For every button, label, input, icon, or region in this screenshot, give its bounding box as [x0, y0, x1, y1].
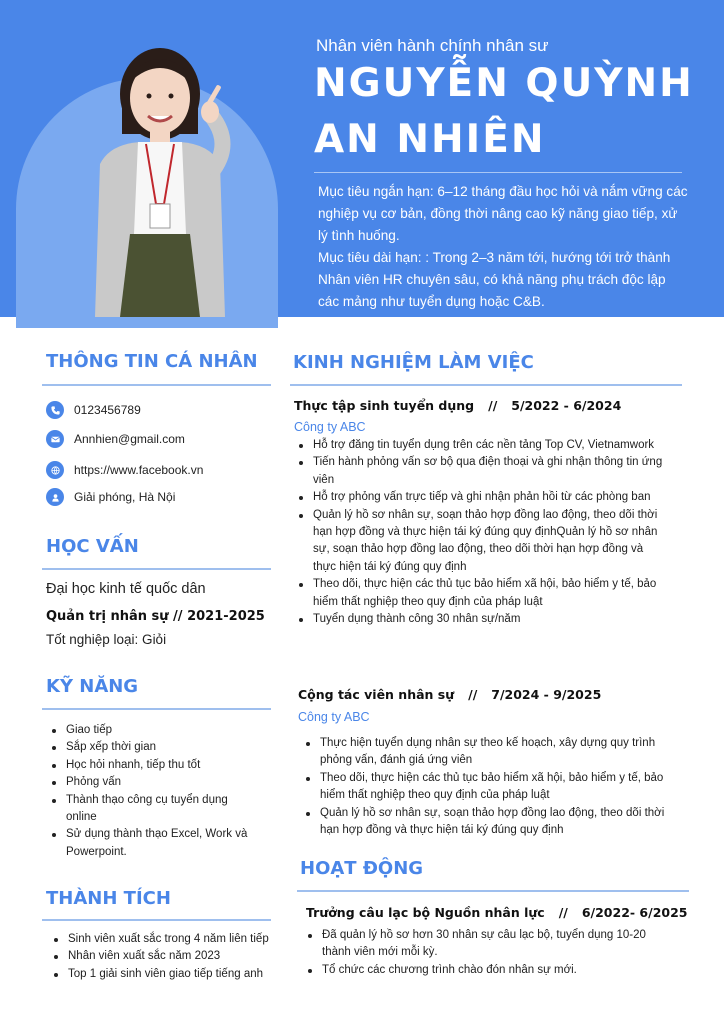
- list-item: Top 1 giải sinh viên giao tiếp tiếng anh: [52, 966, 282, 983]
- list-item: Theo dõi, thực hiện các thủ tục bảo hiểm xã hội, bảo hiểm y tế, bảo hiểm thất nghiệp theo quy định của pháp luật: [304, 770, 684, 805]
- job-1-company: Công ty ABC: [294, 420, 366, 434]
- job-1-position: Thực tập sinh tuyển dụng: [294, 398, 475, 413]
- list-item: Hỗ trợ phỏng vấn trực tiếp và ghi nhận phản hồi từ các phòng ban: [297, 489, 665, 506]
- phone-number[interactable]: 0123456789: [74, 403, 141, 417]
- job-2-period: 7/2024 - 9/2025: [491, 687, 602, 702]
- experience-divider: [290, 384, 682, 386]
- skills-divider: [42, 708, 271, 710]
- header-banner: [0, 0, 724, 317]
- job-2-position: Cộng tác viên nhân sự: [298, 687, 455, 702]
- job-1-heading: [294, 398, 621, 413]
- activity-period: 6/2022- 6/2025: [581, 905, 688, 920]
- list-item: Sắp xếp thời gian: [50, 739, 250, 756]
- list-item: Thành thạo công cụ tuyển dụng online: [50, 792, 250, 827]
- activity-separator: //: [558, 905, 568, 920]
- email-address[interactable]: Annhien@gmail.com: [74, 432, 185, 446]
- list-item: Học hỏi nhanh, tiếp thu tốt: [50, 757, 250, 774]
- list-item: Đã quản lý hồ sơ hơn 30 nhân sự câu lạc bộ, tuyển dụng 10-20 thành viên mới mỗi kỳ.: [306, 927, 656, 962]
- activities-list: [306, 927, 656, 979]
- list-item: Nhân viên xuất sắc năm 2023: [52, 948, 282, 965]
- objective-short: Mục tiêu ngắn hạn: 6–12 tháng đầu học hỏi và nắm vững các nghiệp vụ cơ bản, đồng thời nâng cao kỹ năng giao tiếp, xử lý tình huống.: [318, 184, 688, 243]
- phone-icon: [46, 401, 64, 419]
- achievements-title: THÀNH TÍCH: [46, 888, 171, 909]
- profile-photo: [60, 34, 260, 317]
- contact-phone: [46, 401, 141, 419]
- header-divider: [314, 172, 682, 173]
- list-item: Thực hiện tuyển dụng nhân sự theo kế hoạch, xây dựng quy trình phỏng vấn, đánh giá ứng viên: [304, 735, 684, 770]
- home-address: Giải phóng, Hà Nội: [74, 490, 176, 504]
- list-item: Quản lý hồ sơ nhân sự, soạn thảo hợp đồng lao động, theo dõi thời hạn hợp đồng và thực hiện tái ký đúng quy định: [304, 805, 684, 840]
- globe-icon: [46, 461, 64, 479]
- list-item: Tiến hành phỏng vấn sơ bộ qua điện thoại và ghi nhận thông tin ứng viên: [297, 454, 665, 489]
- activities-divider: [297, 890, 689, 892]
- job-1-period: 5/2022 - 6/2024: [511, 398, 622, 413]
- education-title: HỌC VẤN: [46, 536, 139, 557]
- objective-long: Mục tiêu dài hạn: : Trong 2–3 năm tới, hướng tới trở thành Nhân viên HR chuyên sâu, có khả năng phụ trách độc lập các mảng như tuyển dụng hoặc C&B.: [318, 250, 671, 309]
- job-2-heading: [298, 687, 601, 702]
- candidate-name: NGUYỄN QUỲNH AN NHIÊN: [314, 61, 694, 162]
- contact-email: [46, 430, 185, 448]
- list-item: Giao tiếp: [50, 722, 250, 739]
- list-item: Sử dụng thành thạo Excel, Work và Powerpoint.: [50, 826, 250, 861]
- list-item: Phỏng vấn: [50, 774, 250, 791]
- career-objective: [318, 181, 688, 313]
- mail-icon: [46, 430, 64, 448]
- list-item: Hỗ trợ đăng tin tuyển dụng trên các nền tảng Top CV, Vietnamwork: [297, 437, 665, 454]
- job-2-company: Công ty ABC: [298, 710, 370, 724]
- job-2-duties: [304, 735, 684, 839]
- list-item: Tuyển dụng thành công 30 nhân sự/năm: [297, 611, 665, 628]
- list-item: Tổ chức các chương trình chào đón nhân sự mới.: [306, 962, 656, 979]
- personal-info-title: THÔNG TIN CÁ NHÂN: [46, 351, 258, 372]
- job-role: Nhân viên hành chính nhân sư: [316, 36, 549, 55]
- activity-heading: [306, 905, 688, 920]
- activities-title: HOẠT ĐỘNG: [300, 858, 424, 879]
- list-item: Quản lý hồ sơ nhân sự, soạn thảo hợp đồng lao động, theo dõi thời hạn hợp đồng và thực hiện tái ký đúng quy địnhQuản lý hồ sơ nhân sự, soạn thảo hợp đồng lao động, theo dõi thời hạn hợp đồng và thực hiện tái ký đúng quy định: [297, 507, 665, 577]
- achievements-list: [52, 931, 282, 983]
- job-2-separator: //: [468, 687, 478, 702]
- achievements-divider: [42, 919, 271, 921]
- education-major-period: Quản trị nhân sự // 2021-2025: [46, 609, 265, 624]
- website-link[interactable]: https://www.facebook.vn: [74, 463, 204, 477]
- list-item: Sinh viên xuất sắc trong 4 năm liên tiếp: [52, 931, 282, 948]
- job-1-duties: [297, 437, 665, 628]
- list-item: Theo dõi, thực hiện các thủ tục bảo hiểm xã hội, bảo hiểm y tế, bảo hiểm thất nghiệp theo quy định của pháp luật: [297, 576, 665, 611]
- experience-title: KINH NGHIỆM LÀM VIỆC: [293, 352, 534, 373]
- education-divider: [42, 568, 271, 570]
- location-icon: [46, 488, 64, 506]
- contact-website: [46, 461, 203, 479]
- personal-info-divider: [42, 384, 271, 386]
- contact-address: [46, 488, 175, 506]
- education-school: Đại học kinh tế quốc dân: [46, 581, 206, 597]
- education-grade: Tốt nghiệp loại: Giỏi: [46, 632, 167, 647]
- job-1-separator: //: [488, 398, 498, 413]
- skills-list: [50, 722, 250, 861]
- activity-position: Trưởng câu lạc bộ Nguồn nhân lực: [306, 905, 545, 920]
- skills-title: KỸ NĂNG: [46, 676, 139, 697]
